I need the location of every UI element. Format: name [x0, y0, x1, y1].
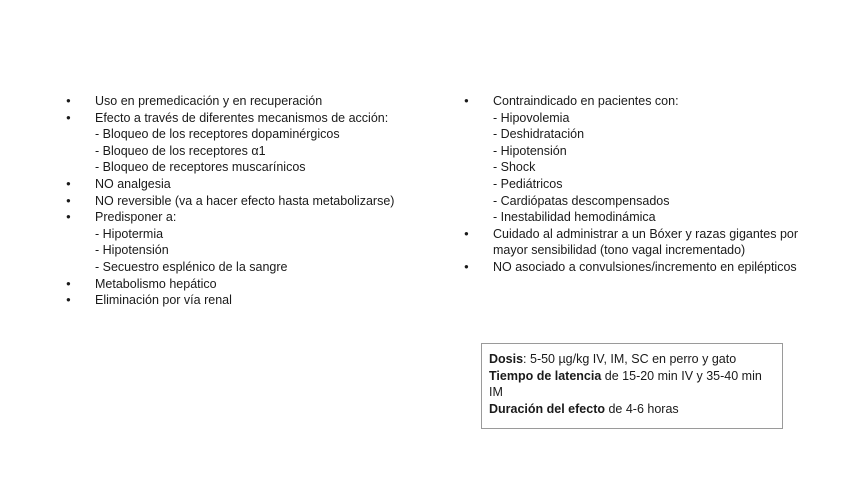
list-item-text: Cuidado al administrar a un Bóxer y razas gigantes por mayor sensibilidad (tono vagal incrementado): [493, 226, 799, 258]
sub-item-text: - Hipotensión: [493, 143, 567, 158]
list-item-text: NO reversible (va a hacer efecto hasta metabolizarse): [95, 193, 395, 208]
sub-item-text: - Secuestro esplénico de la sangre: [95, 259, 288, 274]
right-bullet-list: [464, 93, 824, 276]
list-item-text: NO analgesia: [95, 176, 171, 191]
sub-item-text: - Inestabilidad hemodinámica: [493, 210, 656, 225]
list-item-text: Metabolismo hepático: [95, 276, 217, 291]
list-item: [464, 226, 824, 259]
latency-line: [489, 368, 776, 401]
list-item-text: Eliminación por vía renal: [95, 293, 232, 308]
left-bullet-list: [66, 93, 396, 309]
sub-item-text: - Hipotermia: [95, 226, 164, 241]
list-item-text: NO asociado a convulsiones/incremento en epilépticos: [493, 259, 797, 274]
latency-value: de 15-20 min IV y 35-40 min IM: [489, 368, 762, 400]
duration-label: Duración del efecto: [489, 401, 605, 416]
left-column: [66, 93, 396, 309]
latency-label: Tiempo de latencia: [489, 368, 602, 383]
duration-line: [489, 401, 776, 418]
sub-item-text: - Hipotensión: [95, 243, 169, 258]
list-item-text: Efecto a través de diferentes mecanismos de acción:: [95, 110, 389, 125]
sub-item-text: - Hipovolemia: [493, 110, 570, 125]
sub-item-text: - Pediátricos: [493, 176, 563, 191]
sub-item-text: - Bloqueo de receptores muscarínicos: [95, 160, 306, 175]
list-item: [464, 93, 824, 226]
sub-item-text: - Bloqueo de los receptores dopaminérgicos: [95, 127, 340, 142]
list-item: [66, 176, 396, 193]
dose-value: : 5-50 µg/kg IV, IM, SC en perro y gato: [523, 352, 737, 366]
list-item: [66, 110, 396, 176]
list-item-text: Predisponer a:: [95, 210, 177, 225]
list-item: [66, 209, 396, 275]
dose-label: Dosis: [489, 352, 524, 366]
right-column: [464, 93, 824, 276]
sub-item-text: - Shock: [493, 160, 536, 175]
list-item: [66, 193, 396, 210]
sub-item-text: - Cardiópatas descompensados: [493, 193, 670, 208]
list-item: [66, 276, 396, 293]
list-item-text: Uso en premedicación y en recuperación: [95, 94, 323, 108]
list-item: [66, 93, 396, 110]
dose-info-box: [481, 343, 783, 429]
list-item: [66, 292, 396, 309]
sub-item-text: - Deshidratación: [493, 127, 585, 142]
dose-line: [489, 351, 776, 368]
list-item: [464, 259, 824, 276]
sub-item-text: - Bloqueo de los receptores α1: [95, 143, 266, 158]
duration-value: de 4-6 horas: [605, 401, 679, 416]
list-item-text: Contraindicado en pacientes con:: [493, 94, 679, 108]
